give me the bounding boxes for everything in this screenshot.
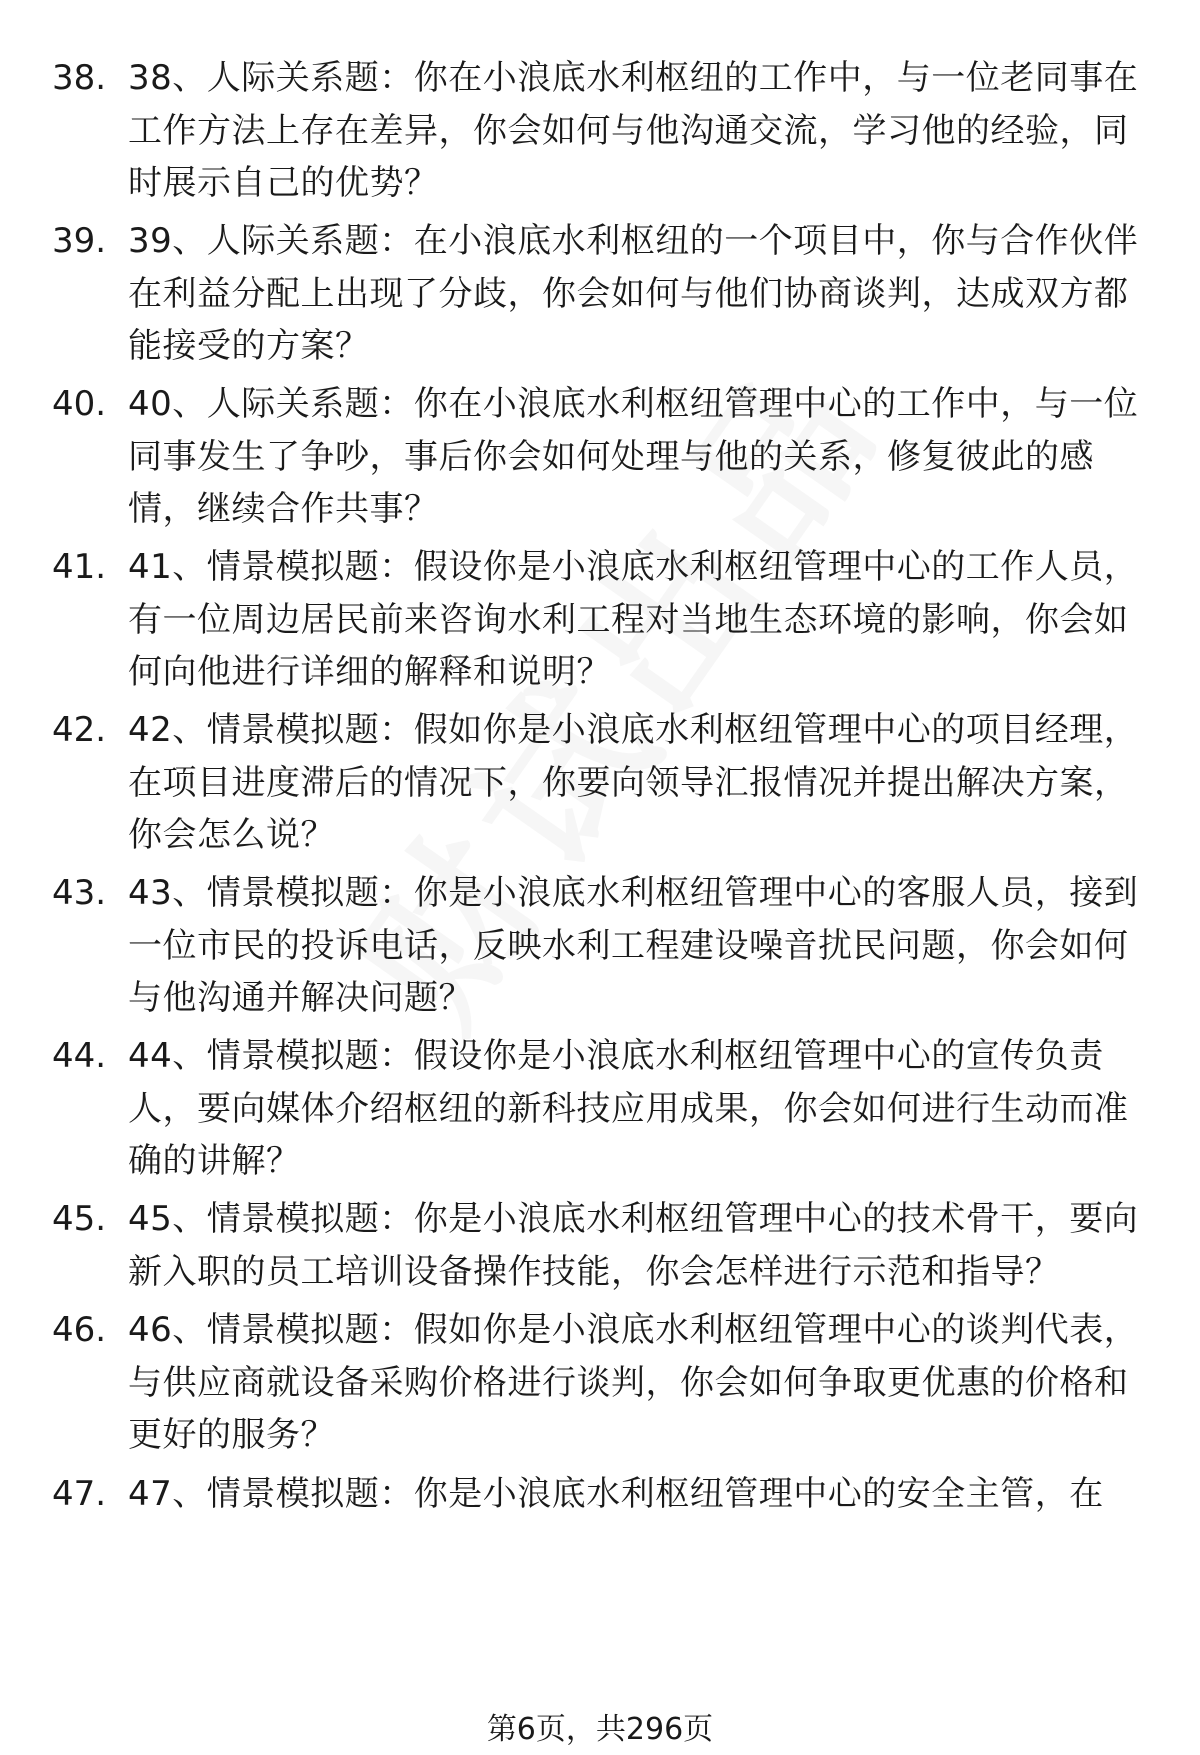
question-number: 41. (52, 547, 107, 587)
question-number: 47. (52, 1474, 107, 1514)
question-text: 40、人际关系题：你在小浪底水利枢纽管理中心的工作中，与一位同事发生了争吵，事后你会如何处理与他的关系，修复彼此的感情，继续合作共事？ (128, 384, 1139, 529)
question-number: 44. (52, 1036, 107, 1076)
question-text: 45、情景模拟题：你是小浪底水利枢纽管理中心的技术骨干，要向新入职的员工培训设备操作技能，你会怎样进行示范和指导？ (128, 1199, 1139, 1292)
question-number: 40. (52, 384, 107, 424)
question-number: 45. (52, 1199, 107, 1239)
question-number: 42. (52, 710, 107, 750)
question-number: 43. (52, 873, 107, 913)
question-text: 46、情景模拟题：假如你是小浪底水利枢纽管理中心的谈判代表，与供应商就设备采购价格进行谈判，你会如何争取更优惠的价格和更好的服务？ (128, 1310, 1139, 1455)
question-number: 39. (52, 221, 107, 261)
question-text: 43、情景模拟题：你是小浪底水利枢纽管理中心的客服人员，接到一位市民的投诉电话，反映水利工程建设噪音扰民问题，你会如何与他沟通并解决问题？ (128, 873, 1139, 1018)
question-number: 38. (52, 58, 107, 98)
question-text: 44、情景模拟题：假设你是小浪底水利枢纽管理中心的宣传负责人，要向媒体介绍枢纽的新科技应用成果，你会如何进行生动而准确的讲解？ (128, 1036, 1129, 1181)
page-footer: 第6页，共296页 (486, 1712, 714, 1747)
question-text: 38、人际关系题：你在小浪底水利枢纽的工作中，与一位老同事在工作方法上存在差异，你会如何与他沟通交流，学习他的经验，同时展示自己的优势？ (128, 58, 1139, 203)
question-text: 47、情景模拟题：你是小浪底水利枢纽管理中心的安全主管，在 (128, 1474, 1104, 1514)
question-text: 42、情景模拟题：假如你是小浪底水利枢纽管理中心的项目经理，在项目进度滞后的情况下，你要向领导汇报情况并提出解决方案，你会怎么说？ (128, 710, 1139, 855)
question-text: 39、人际关系题：在小浪底水利枢纽的一个项目中，你与合作伙伴在利益分配上出现了分歧，你会如何与他们协商谈判，达成双方都能接受的方案？ (128, 221, 1139, 366)
question-text: 41、情景模拟题：假设你是小浪底水利枢纽管理中心的工作人员，有一位周边居民前来咨询水利工程对当地生态环境的影响，你会如何向他进行详细的解释和说明？ (128, 547, 1139, 692)
question-number: 46. (52, 1310, 107, 1350)
